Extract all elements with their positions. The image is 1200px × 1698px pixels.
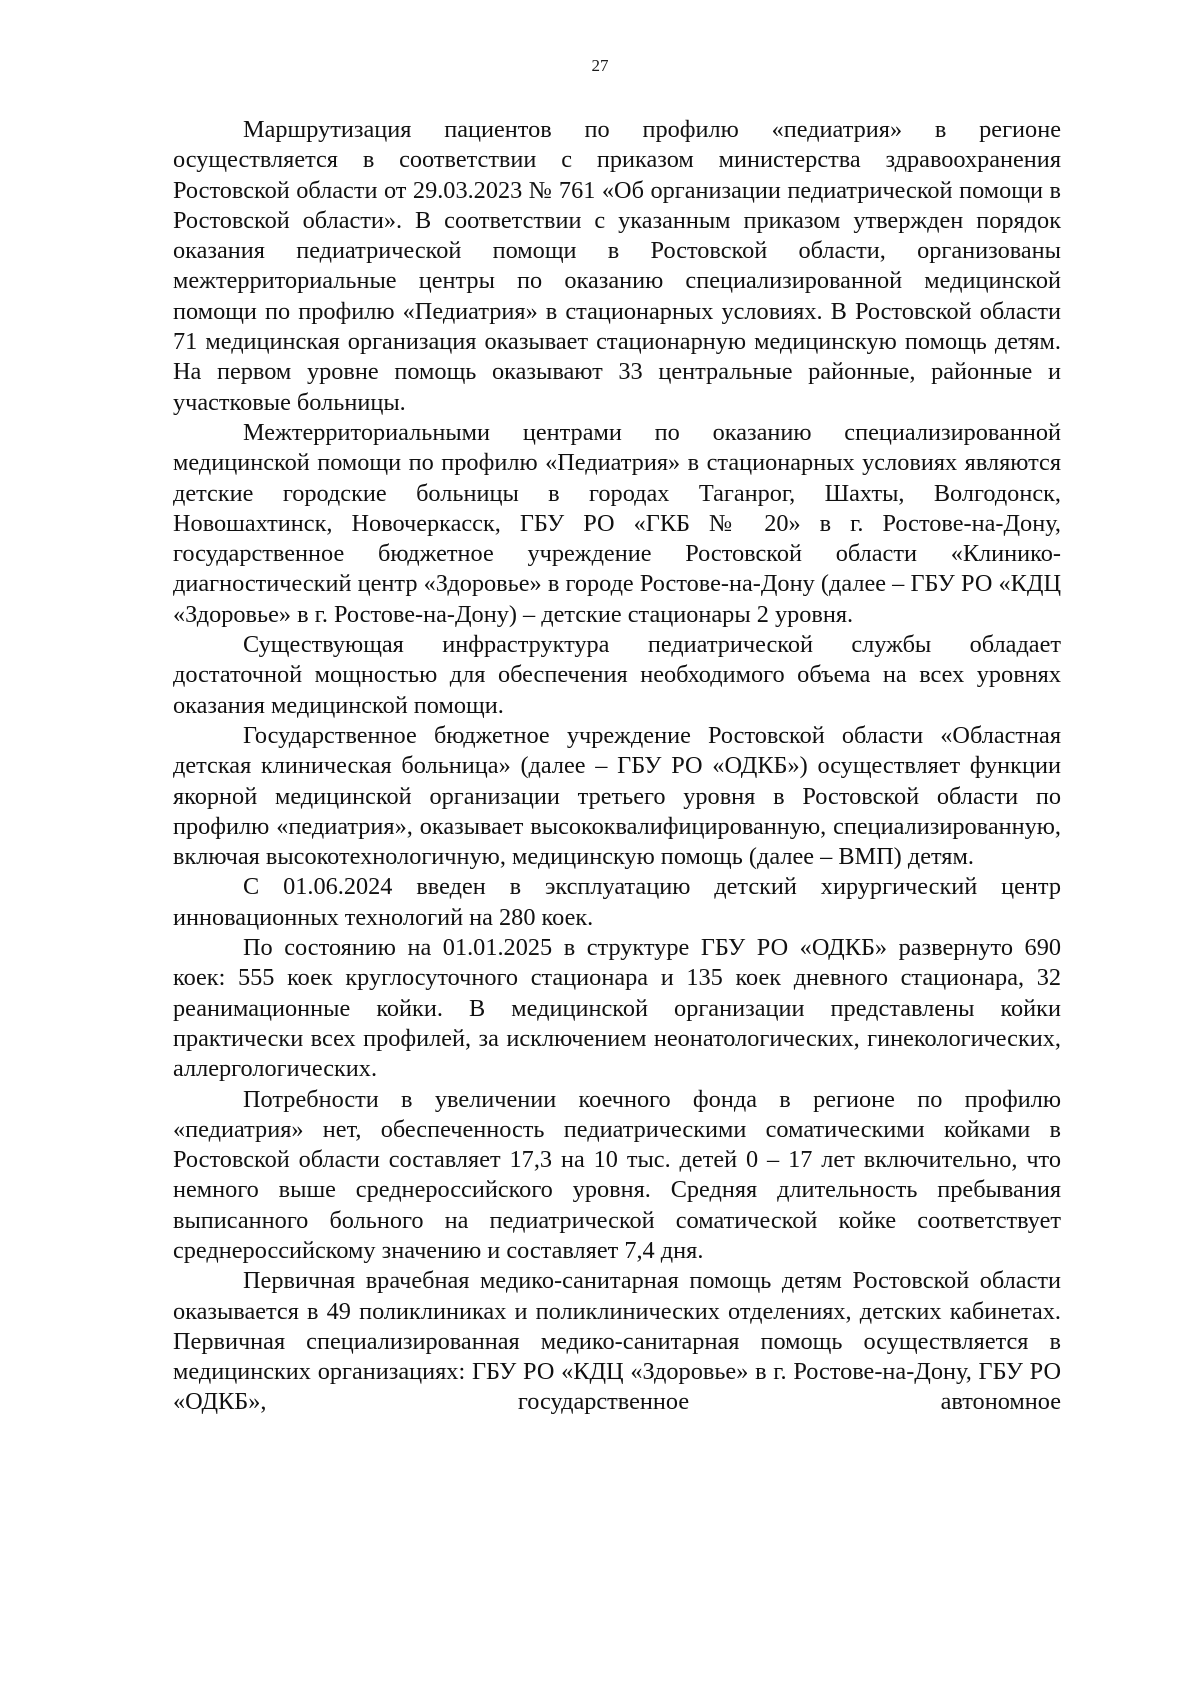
paragraph-primary-care: Первичная врачебная медико-санитарная помощь детям Ростовской области оказывается в 49 поликлиниках и поликлинических отделениях, детских кабинетах. Первичная специализированная медико-санитарная помощь осуществляется в медицинских организациях: ГБУ РО «КДЦ «Здоровье» в г. Ростове-на-Дону, ГБУ РО «ОДКБ», государственное автономное: [173, 1267, 1061, 1416]
paragraph-infrastructure: Существующая инфраструктура педиатрической службы обладает достаточной мощностью для обеспечения необходимого объема на всех уровнях оказания медицинской помощи.: [173, 631, 1061, 719]
page-number: 27: [591, 56, 609, 75]
paragraph-bed-capacity: По состоянию на 01.01.2025 в структуре ГБУ РО «ОДКБ» развернуто 690 коек: 555 коек круглосуточного стационара и 135 коек дневного стационара, 32 реанимационные койки. В медицинской организации представлены койки практически всех профилей, за исключением неонатологических, гинекологических, аллергологических.: [173, 934, 1061, 1083]
paragraph-bed-needs: Потребности в увеличении коечного фонда в регионе по профилю «педиатрия» нет, обеспеченность педиатрическими соматическими койками в Ростовской области составляет 17,3 на 10 тыс. детей 0 – 17 лет включительно, что немного выше среднероссийского уровня. Средняя длительность пребывания выписанного больного на педиатрической соматической койке соответствует среднероссийскому значению и составляет 7,4 дня.: [173, 1085, 1061, 1264]
document-body: [173, 115, 1061, 1418]
paragraph-interterritorial-centers: Межтерриториальными центрами по оказанию специализированной медицинской помощи по профилю «Педиатрия» в стационарных условиях являются детские городские больницы в городах Таганрог, Шахты, Волгодонск, Новошахтинск, Новочеркасск, ГБУ РО «ГКБ № 20» в г. Ростове-на-Дону, государственное бюджетное учреждение Ростовской области «Клинико-диагностический центр «Здоровье» в городе Ростове-на-Дону (далее – ГБУ РО «КДЦ «Здоровье» в г. Ростове-на-Дону) – детские стационары 2 уровня.: [173, 418, 1061, 628]
paragraph-regional-hospital: Государственное бюджетное учреждение Ростовской области «Областная детская клиническая больница» (далее – ГБУ РО «ОДКБ») осуществляет функции якорной медицинской организации третьего уровня в Ростовской области по профилю «педиатрия», оказывает высококвалифицированную, специализированную, включая высокотехнологичную, медицинскую помощь (далее – ВМП) детям.: [173, 721, 1061, 871]
paragraph-routing: Маршрутизация пациентов по профилю «педиатрия» в регионе осуществляется в соответствии с приказом министерства здравоохранения Ростовской области от 29.03.2023 № 761 «Об организации педиатрической помощи в Ростовской области». В соответствии с указанным приказом утвержден порядок оказания педиатрической помощи в Ростовской области, организованы межтерриториальные центры по оказанию специализированной медицинской помощи по профилю «Педиатрия» в стационарных условиях. В Ростовской области 71 медицинская организация оказывает стационарную медицинскую помощь детям. На первом уровне помощь оказывают 33 центральные районные, районные и участковые больницы.: [173, 116, 1061, 416]
paragraph-surgical-center: С 01.06.2024 введен в эксплуатацию детский хирургический центр инновационных технологий на 280 коек.: [173, 873, 1061, 931]
